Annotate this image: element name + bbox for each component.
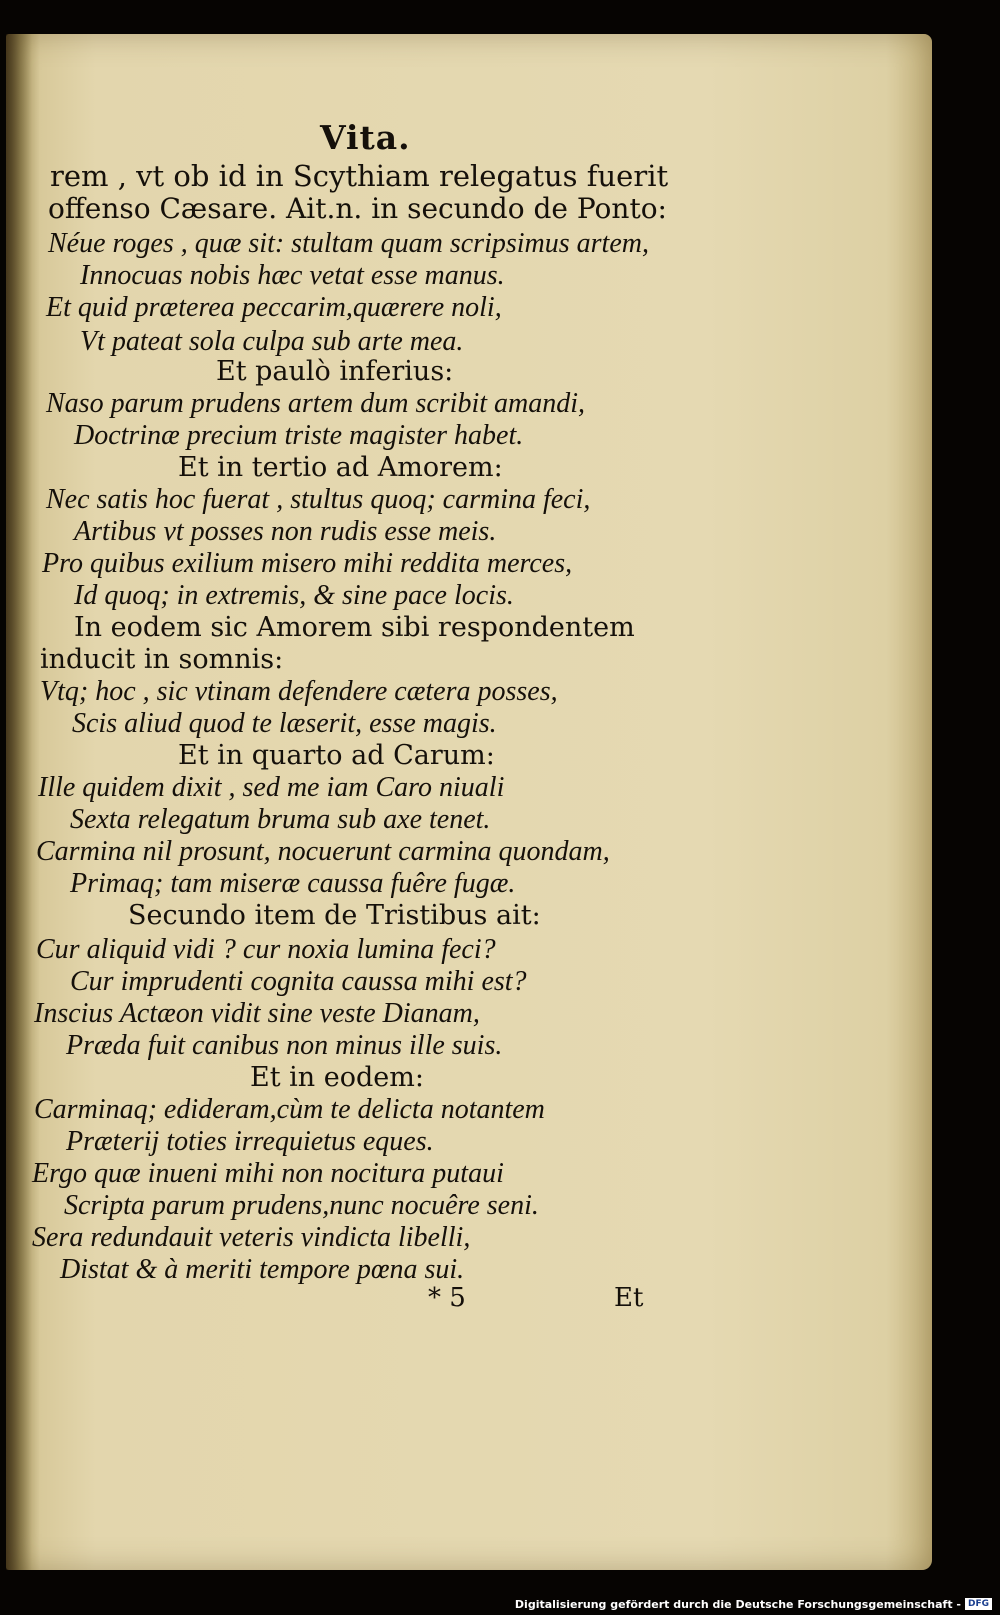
verse-line: Doctrinæ precium triste magister habet. (74, 420, 524, 451)
verse-line: Cur aliquid vidi ? cur noxia lumina feci? (36, 934, 496, 965)
text-line: In eodem sic Amorem sibi respondentem (74, 612, 635, 643)
verse-line: Vtq; hoc , sic vtinam defendere cætera posses, (40, 676, 558, 707)
verse-line: Artibus vt posses non rudis esse meis. (74, 516, 497, 547)
verse-line: Vt pateat sola culpa sub arte mea. (80, 326, 464, 357)
text-line: Et in eodem: (250, 1062, 424, 1093)
verse-line: Sexta relegatum bruma sub axe tenet. (70, 804, 491, 835)
dfg-logo: DFG (965, 1598, 992, 1610)
verse-line: Ergo quæ inueni mihi non nocitura putaui (32, 1158, 504, 1189)
verse-line: Ille quidem dixit , sed me iam Caro niuali (38, 772, 505, 803)
verse-line: Distat & à meriti tempore pœna sui. (60, 1254, 465, 1285)
running-head: Vita. (320, 118, 411, 157)
verse-line: Præterij toties irrequietus eques. (66, 1126, 434, 1157)
credit-text: Digitalisierung gefördert durch die Deutsche Forschungsgemeinschaft - (514, 1597, 961, 1611)
digitization-credit (515, 1596, 992, 1612)
verse-line: Præda fuit canibus non minus ille suis. (66, 1030, 503, 1061)
verse-line: Carmina nil prosunt, nocuerunt carmina quondam, (36, 836, 610, 867)
verse-line: Innocuas nobis hæc vetat esse manus. (80, 260, 505, 291)
verse-line: Inscius Actæon vidit sine veste Dianam, (34, 998, 480, 1029)
text-line: Secundo item de Tristibus ait: (128, 900, 541, 931)
verse-line: Scis aliud quod te læserit, esse magis. (72, 708, 497, 739)
text-line: inducit in somnis: (40, 644, 284, 675)
catchword: Et (614, 1283, 644, 1313)
verse-line: Carminaq; edideram,cùm te delicta notantem (34, 1094, 545, 1125)
verse-line: Naso parum prudens artem dum scribit amandi, (46, 388, 586, 419)
verse-line: Id quoq; in extremis, & sine pace locis. (74, 580, 514, 611)
text-line: offenso Cæsare. Ait.n. in secundo de Ponto: (48, 192, 667, 225)
verse-line: Pro quibus exilium misero mihi reddita merces, (42, 548, 573, 579)
text-line: rem , vt ob id in Scythiam relegatus fuerit (50, 159, 669, 193)
verse-line: Et quid præterea peccarim,quærere noli, (46, 292, 502, 323)
text-line: Et in quarto ad Carum: (178, 740, 495, 771)
verse-line: Scripta parum prudens,nunc nocuêre seni. (64, 1190, 539, 1221)
verse-line: Primaq; tam miseræ caussa fuêre fugæ. (70, 868, 516, 899)
verse-line: Nec satis hoc fuerat , stultus quoq; carmina feci, (46, 484, 591, 515)
verse-line: Néue roges , quæ sit: stultam quam scripsimus artem, (48, 228, 649, 259)
verse-line: Cur imprudenti cognita caussa mihi est? (70, 966, 527, 997)
verse-line: Sera redundauit veteris vindicta libelli, (32, 1222, 471, 1253)
signature-mark: * 5 (428, 1283, 466, 1313)
text-line: Et in tertio ad Amorem: (178, 452, 503, 483)
text-line: Et paulò inferius: (216, 356, 454, 387)
